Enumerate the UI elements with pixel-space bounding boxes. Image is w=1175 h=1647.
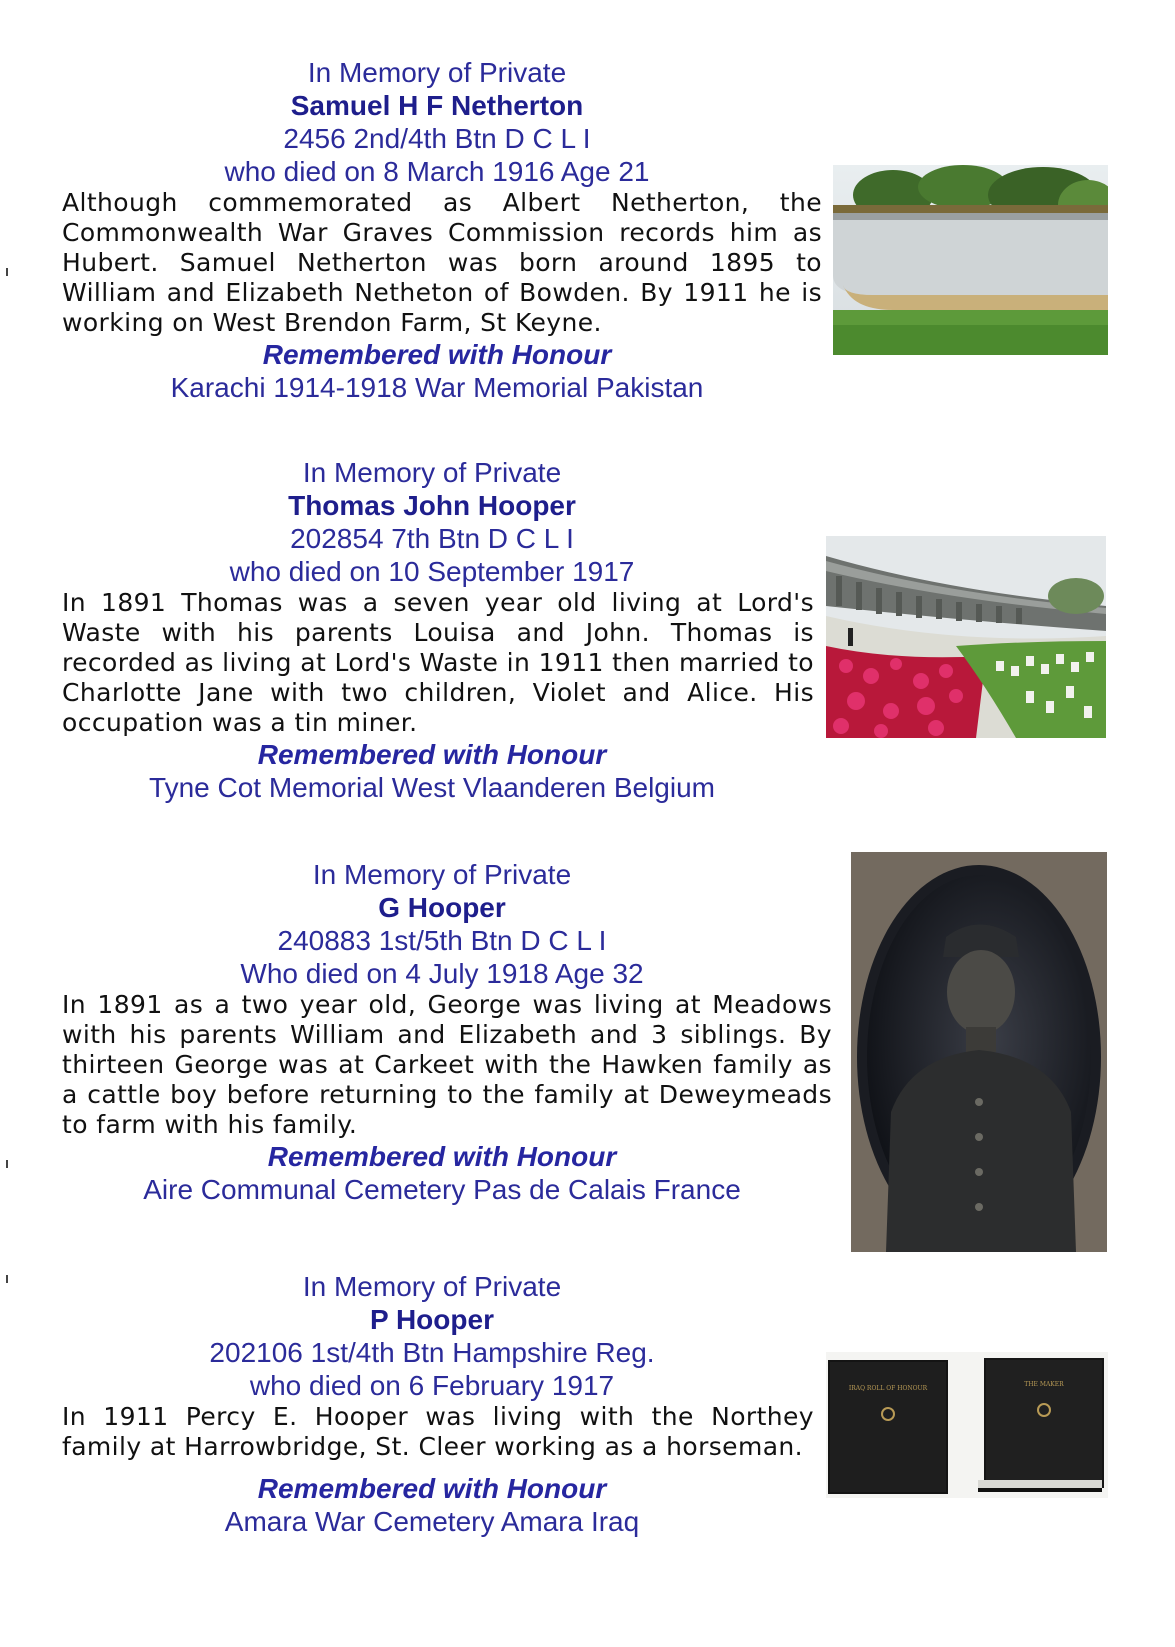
soldier-portrait-photo — [851, 852, 1107, 1252]
soldier-name: P Hooper — [370, 1304, 494, 1335]
soldier-name: Thomas John Hooper — [288, 490, 576, 521]
roll-of-honour-books-photo — [826, 1352, 1108, 1498]
entry-heading: In Memory of Private — [302, 1271, 562, 1302]
soldier-name: G Hooper — [378, 892, 506, 923]
scan-mark — [6, 1275, 8, 1283]
biography: Although commemorated as Albert Netherton, the Commonwealth War Graves Commission records him as Hubert. Samuel Netherton was born around 1895 to William and Elizabeth Netheton of Bowden. By 1911 he is working on West Brendon Farm, St Keyne. — [62, 188, 822, 337]
memorial-location: Tyne Cot Memorial West Vlaanderen Belgium — [149, 772, 715, 803]
death-date: Who died on 4 July 1918 Age 32 — [240, 958, 644, 989]
memorial-location: Aire Communal Cemetery Pas de Calais France — [143, 1174, 741, 1205]
memorial-entry — [62, 456, 822, 804]
death-date: who died on 8 March 1916 Age 21 — [224, 156, 650, 187]
memorial-wall-photo — [833, 165, 1108, 355]
death-date: who died on 10 September 1917 — [229, 556, 635, 587]
scan-mark — [6, 268, 8, 276]
service-unit: 202854 7th Btn D C L I — [290, 523, 574, 554]
entry-heading: In Memory of Private — [307, 57, 567, 88]
memorial-entry — [62, 858, 832, 1206]
memorial-location: Karachi 1914-1918 War Memorial Pakistan — [170, 372, 704, 403]
memorial-entry — [62, 1270, 822, 1538]
honour-line: Remembered with Honour — [267, 1141, 617, 1172]
honour-line: Remembered with Honour — [262, 339, 612, 370]
service-unit: 2456 2nd/4th Btn D C L I — [283, 123, 591, 154]
biography: In 1891 as a two year old, George was living at Meadows with his parents William and Elizabeth and 3 siblings. By thirteen George was at Carkeet with the Hawken family as a cattle boy before returning to the family at Deweymeads to farm with his family. — [62, 990, 832, 1139]
cemetery-photo — [826, 536, 1106, 738]
scan-mark — [6, 1160, 8, 1168]
biography: In 1911 Percy E. Hooper was living with the Northey family at Harrowbridge, St. Cleer working as a horseman. — [62, 1402, 814, 1461]
book-title: IRAQ ROLL OF HONOUR — [848, 1385, 928, 1392]
entry-heading: In Memory of Private — [302, 457, 562, 488]
book-title: THE MAKER — [1024, 1381, 1064, 1388]
soldier-name: Samuel H F Netherton — [290, 90, 584, 121]
memorial-entry — [62, 56, 822, 404]
biography: In 1891 Thomas was a seven year old living at Lord's Waste with his parents Louisa and John. Thomas is recorded as living at Lord's Waste in 1911 then married to Charlotte Jane with two children, Violet and Alice. His occupation was a tin miner. — [62, 588, 814, 737]
death-date: who died on 6 February 1917 — [249, 1370, 615, 1401]
memorial-location: Amara War Cemetery Amara Iraq — [224, 1506, 640, 1537]
entry-heading: In Memory of Private — [312, 859, 572, 890]
honour-line: Remembered with Honour — [257, 739, 607, 770]
service-unit: 240883 1st/5th Btn D C L I — [277, 925, 607, 956]
honour-line: Remembered with Honour — [257, 1473, 607, 1504]
service-unit: 202106 1st/4th Btn Hampshire Reg. — [209, 1337, 655, 1368]
